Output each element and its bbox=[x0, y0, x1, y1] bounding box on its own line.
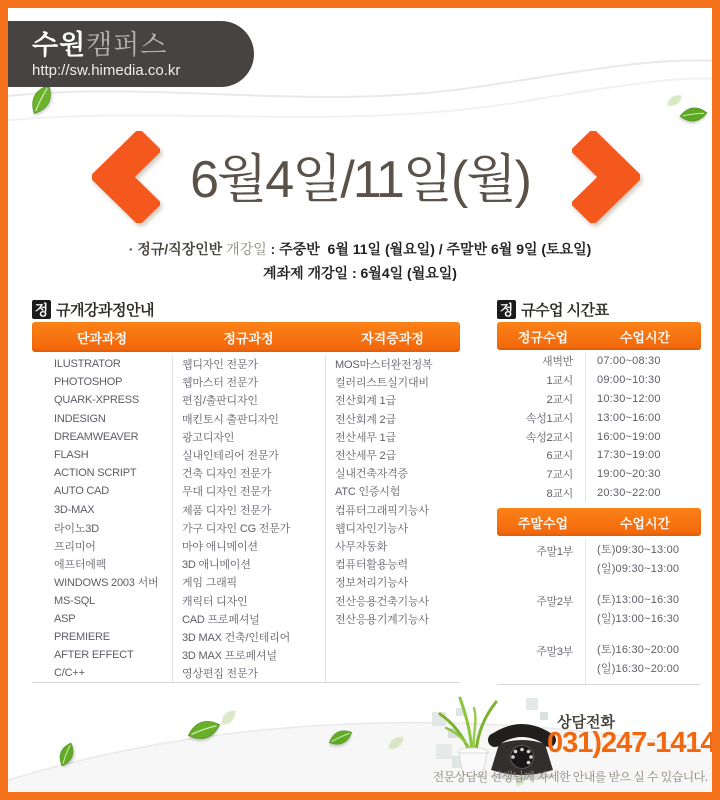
timetable-row bbox=[497, 352, 701, 371]
class-name: 속성1교시 bbox=[525, 412, 573, 425]
course-cell-license: 컴퓨터활용능력 bbox=[335, 559, 408, 572]
courses-col-header: 단과과정 bbox=[76, 330, 128, 346]
course-row bbox=[32, 537, 460, 555]
course-row bbox=[32, 428, 460, 446]
course-cell-license: 컴퓨터그래픽기능사 bbox=[335, 504, 429, 517]
section-badge: 정 bbox=[497, 300, 516, 319]
course-cell-regular: 가구 디자인 CG 전문가 bbox=[182, 522, 291, 535]
course-cell-regular: 3D 애니메이션 bbox=[182, 559, 251, 572]
class-name: 8교시 bbox=[546, 487, 573, 500]
course-cell-regular: 광고디자인 bbox=[182, 431, 235, 444]
class-time: 17:30~19:00 bbox=[597, 449, 661, 462]
course-cell-license: 사무자동화 bbox=[335, 540, 388, 553]
course-cell-basic: ILUSTRATOR bbox=[54, 358, 121, 371]
course-cell-regular: 3D MAX 건축/인테리어 bbox=[182, 631, 291, 644]
timetable-section-title: 규수업 시간표 bbox=[521, 302, 609, 319]
timetable-row bbox=[497, 484, 701, 503]
regular-times-header bbox=[497, 322, 701, 350]
course-row bbox=[32, 446, 460, 464]
course-cell-regular: CAD 프로페셔널 bbox=[182, 613, 260, 626]
timetable-col-header: 주말수업 bbox=[517, 515, 569, 531]
course-cell-basic: PREMIERE bbox=[54, 630, 110, 643]
timetable-row bbox=[497, 427, 701, 446]
course-row bbox=[32, 664, 460, 682]
timetable-section-header bbox=[497, 299, 609, 320]
class-time: 09:00~10:30 bbox=[597, 374, 661, 387]
weekend-class-times bbox=[573, 540, 679, 584]
course-row bbox=[32, 355, 460, 373]
course-cell-regular: 3D MAX 프로페셔널 bbox=[182, 650, 277, 663]
course-cell-basic: DREAMWEAVER bbox=[54, 430, 139, 443]
course-cell-license: 웹디자인기능사 bbox=[335, 522, 408, 535]
course-cell-regular: 매킨토시 출판디자인 bbox=[182, 413, 279, 426]
course-cell-regular: 무대 디자인 전문가 bbox=[182, 486, 272, 499]
column-divider bbox=[585, 540, 586, 684]
course-cell-basic: ASP bbox=[54, 612, 76, 625]
course-row bbox=[32, 591, 460, 609]
weekend-times-header bbox=[497, 508, 701, 536]
weekend-class-times bbox=[573, 640, 679, 684]
course-cell-regular: 영상편집 전문가 bbox=[182, 668, 258, 681]
course-cell-license: 전산세무 1급 bbox=[335, 431, 396, 444]
course-cell-regular: 편집/출판디자인 bbox=[182, 395, 258, 408]
class-name: 6교시 bbox=[546, 450, 573, 463]
weekend-time-sun: (일)09:30~13:00 bbox=[597, 563, 680, 575]
brand-name-bold: 수원 bbox=[32, 30, 87, 60]
course-cell-basic: 프리미어 bbox=[54, 540, 96, 553]
course-cell-basic: MS-SQL bbox=[54, 594, 95, 607]
course-cell-regular: 제품 디자인 전문가 bbox=[182, 504, 272, 517]
opening-notice bbox=[0, 239, 720, 283]
course-cell-basic: PHOTOSHOP bbox=[54, 376, 123, 389]
class-time: 19:00~20:30 bbox=[597, 468, 661, 481]
course-cell-license: 정보처리기능사 bbox=[335, 577, 408, 590]
course-cell-license: ATC 인증시험 bbox=[335, 486, 401, 499]
weekend-time-sat: (토)09:30~13:00 bbox=[597, 544, 680, 556]
notice-schedule: 주중반 6월 11일 (월요일) / 주말반 6월 9일 (토요일) bbox=[279, 241, 592, 257]
timetable-row bbox=[497, 390, 701, 409]
weekend-times-table bbox=[497, 540, 701, 685]
regular-times-table bbox=[497, 352, 701, 502]
course-cell-basic: AUTO CAD bbox=[54, 485, 110, 498]
course-cell-license: 실내건축자격증 bbox=[335, 468, 408, 481]
weekend-class-name: 주말2부 bbox=[536, 596, 573, 608]
course-cell-license: 전산회계 1급 bbox=[335, 395, 396, 408]
course-cell-basic: WINDOWS 2003 서버 bbox=[54, 577, 159, 590]
class-name: 새벽반 bbox=[542, 356, 573, 369]
courses-section-title: 규개강과정안내 bbox=[56, 302, 154, 319]
timetable-col-header: 수업시간 bbox=[619, 515, 671, 531]
chevron-right-icon[interactable] bbox=[572, 131, 640, 223]
weekend-class-name: 주말3부 bbox=[536, 646, 573, 658]
weekend-class-name: 주말1부 bbox=[536, 546, 573, 558]
column-divider bbox=[325, 355, 326, 682]
course-cell-regular: 캐릭터 디자인 bbox=[182, 595, 248, 608]
leaf-icon bbox=[666, 92, 684, 110]
contact-phone-number[interactable]: 031)247-1414 bbox=[547, 727, 716, 759]
course-cell-basic: C/C++ bbox=[54, 667, 85, 680]
course-row bbox=[32, 410, 460, 428]
course-row bbox=[32, 555, 460, 573]
brand-title bbox=[32, 30, 254, 60]
timetable-row bbox=[497, 371, 701, 390]
class-name: 2교시 bbox=[546, 393, 573, 406]
notice-label: · 정규/직장인반 bbox=[128, 241, 223, 257]
course-cell-license: 전산회계 2급 bbox=[335, 413, 396, 426]
course-cell-license: 전산세무 2급 bbox=[335, 450, 396, 463]
column-divider bbox=[585, 352, 586, 502]
column-divider bbox=[172, 355, 173, 682]
timetable-row bbox=[497, 446, 701, 465]
class-time: 10:30~12:00 bbox=[597, 392, 661, 405]
course-cell-regular: 웹디자인 전문가 bbox=[182, 359, 258, 372]
courses-section-header bbox=[32, 299, 154, 320]
course-cell-basic: 에프터에펙 bbox=[54, 559, 107, 572]
course-row bbox=[32, 610, 460, 628]
brand-name-rest: 캠퍼스 bbox=[86, 30, 168, 60]
class-time: 07:00~08:30 bbox=[597, 355, 661, 368]
course-row bbox=[32, 646, 460, 664]
notice-colon: : bbox=[270, 241, 280, 257]
opening-notice-line2: 계좌제 개강일 : 6월4일 (월요일) bbox=[263, 265, 457, 281]
course-row bbox=[32, 391, 460, 409]
page-title: 6월4일/11일(월) bbox=[190, 151, 530, 209]
weekend-row bbox=[497, 590, 701, 634]
courses-col-header: 자격증과정 bbox=[361, 330, 424, 346]
timetable-row bbox=[497, 408, 701, 427]
course-cell-regular: 건축 디자인 전문가 bbox=[182, 468, 272, 481]
leaf-icon bbox=[387, 734, 405, 752]
courses-col-header: 정규과정 bbox=[223, 330, 274, 346]
weekend-row bbox=[497, 640, 701, 684]
weekend-time-sat: (토)13:00~16:30 bbox=[597, 594, 680, 606]
opening-notice-line1 bbox=[0, 239, 720, 259]
weekend-time-sun: (일)13:00~16:30 bbox=[597, 613, 680, 625]
course-cell-basic: ACTION SCRIPT bbox=[54, 467, 137, 480]
course-row bbox=[32, 464, 460, 482]
courses-table-header bbox=[32, 322, 460, 352]
phone-plant-illustration bbox=[432, 692, 558, 780]
course-row bbox=[32, 519, 460, 537]
section-badge: 정 bbox=[32, 300, 51, 319]
course-row bbox=[32, 628, 460, 646]
course-cell-regular: 마야 애니메이션 bbox=[182, 540, 258, 553]
course-cell-basic: AFTER EFFECT bbox=[54, 649, 134, 662]
course-cell-regular: 웹마스터 전문가 bbox=[182, 377, 258, 390]
timetable-col-header: 수업시간 bbox=[619, 329, 671, 345]
course-cell-basic: INDESIGN bbox=[54, 412, 106, 425]
brand-url[interactable]: http://sw.himedia.co.kr bbox=[32, 62, 181, 79]
timetable-row bbox=[497, 465, 701, 484]
class-time: 13:00~16:00 bbox=[597, 411, 661, 424]
contact-footnote: 전문상담원 선생님께 자세한 안내를 받으 실 수 있습니다. bbox=[432, 770, 708, 784]
notice-label-muted: 개강일 bbox=[222, 241, 271, 257]
course-row bbox=[32, 373, 460, 391]
course-cell-regular: 실내인테리어 전문가 bbox=[182, 450, 279, 463]
course-cell-basic: FLASH bbox=[54, 449, 89, 462]
weekend-time-sun: (일)16:30~20:00 bbox=[597, 663, 680, 675]
course-row bbox=[32, 482, 460, 500]
course-row bbox=[32, 501, 460, 519]
course-cell-basic: 라이노3D bbox=[54, 522, 99, 535]
class-time: 20:30~22:00 bbox=[597, 486, 661, 499]
brand-banner bbox=[8, 21, 254, 87]
course-cell-license: 컬러리스트실기대비 bbox=[335, 377, 429, 390]
weekend-row bbox=[497, 540, 701, 584]
timetable-col-header: 정규수업 bbox=[517, 329, 569, 345]
weekend-class-times bbox=[573, 590, 679, 634]
contact-label: 상담전화 bbox=[557, 714, 615, 731]
weekend-time-sat: (토)16:30~20:00 bbox=[597, 644, 680, 656]
course-cell-basic: 3D-MAX bbox=[54, 503, 95, 516]
class-name: 1교시 bbox=[546, 375, 573, 388]
class-name: 속성2교시 bbox=[525, 431, 573, 444]
course-cell-license: 전산응용기계기능사 bbox=[335, 613, 429, 626]
course-cell-license: MOS마스터완전정복 bbox=[335, 359, 433, 372]
courses-table bbox=[32, 355, 460, 683]
course-row bbox=[32, 573, 460, 591]
class-time: 16:00~19:00 bbox=[597, 430, 661, 443]
course-cell-basic: QUARK-XPRESS bbox=[54, 394, 140, 407]
class-name: 7교시 bbox=[546, 469, 573, 482]
course-cell-regular: 게임 그래픽 bbox=[182, 577, 237, 590]
course-cell-license: 전산응용건축기능사 bbox=[335, 595, 429, 608]
